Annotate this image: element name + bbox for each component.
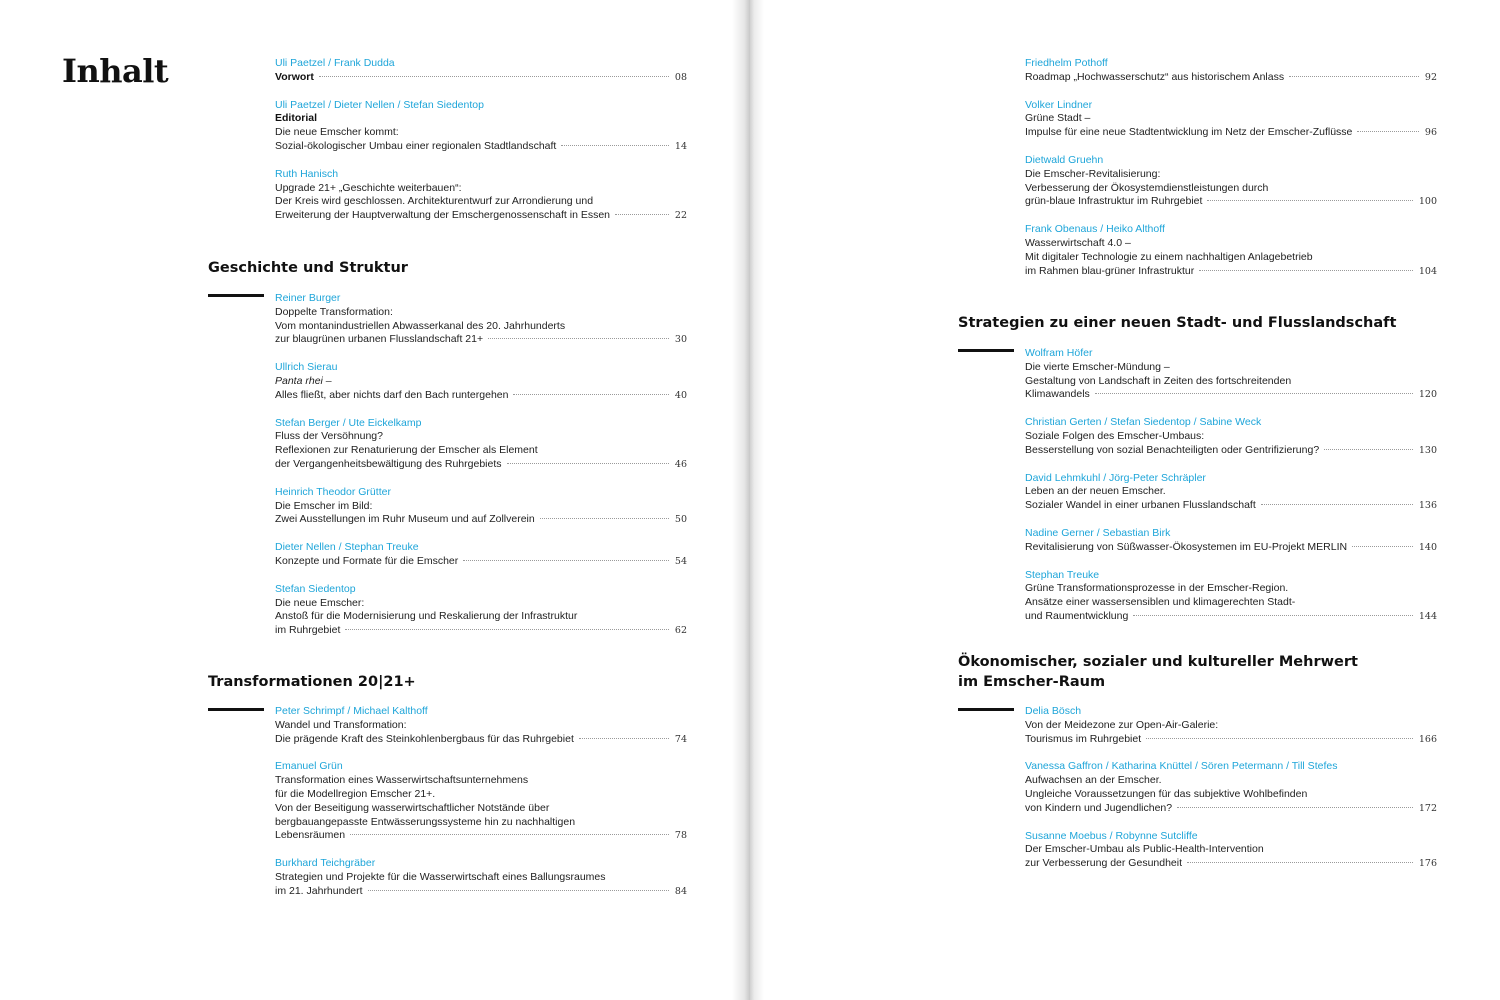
entry-authors: Susanne Moebus / Robynne Sutcliffe	[1025, 829, 1198, 842]
leader-dots	[463, 560, 669, 561]
page-number: 08	[674, 71, 687, 83]
entry-title-line: und Raumentwicklung	[1025, 609, 1129, 622]
page-number: 130	[1418, 444, 1437, 456]
toc-entry	[1025, 705, 1437, 746]
entry-title-line: der Vergangenheitsbewältigung des Ruhrgebiets	[275, 457, 502, 470]
section-rule	[208, 294, 264, 297]
entry-title-line: Die vierte Emscher-Mündung –	[1025, 360, 1170, 373]
entry-title-line: Roadmap „Hochwasserschutz“ aus historischem Anlass	[1025, 70, 1285, 83]
toc-entry	[275, 417, 687, 472]
entry-authors: Stefan Berger / Ute Eickelkamp	[275, 416, 422, 429]
entry-last-line	[1025, 541, 1437, 555]
leader-dots	[513, 394, 668, 395]
page-number: 62	[674, 625, 687, 637]
entry-last-line	[275, 829, 687, 843]
leader-dots	[1324, 449, 1413, 450]
entry-last-line	[275, 885, 687, 899]
entry-title-line: Tourismus im Ruhrgebiet	[1025, 732, 1142, 745]
toc-entry	[1025, 472, 1437, 513]
leader-dots	[1146, 738, 1413, 739]
entry-title-line: Reflexionen zur Renaturierung der Emscher als Element	[275, 444, 538, 457]
entry-title-line: Leben an der neuen Emscher.	[1025, 485, 1166, 498]
entry-title-line: Doppelte Transformation:	[275, 305, 393, 318]
section-title-transformationen: Transformationen 20|21+	[208, 674, 416, 690]
toc-entry	[275, 361, 687, 402]
entry-title-line: zur blaugrünen urbanen Flusslandschaft 21+	[275, 333, 484, 346]
page-number: 46	[674, 458, 687, 470]
entry-last-line	[275, 555, 687, 569]
leader-dots	[1199, 270, 1413, 271]
page-number: 78	[674, 830, 687, 842]
toc-entry	[275, 857, 687, 898]
toc-entry	[275, 541, 687, 569]
page-number: 74	[674, 733, 687, 745]
toc-entry	[1025, 99, 1437, 140]
entry-title-line: Vorwort	[275, 70, 314, 83]
leader-dots	[540, 518, 669, 519]
leader-dots	[488, 338, 669, 339]
entry-authors: Dietwald Gruehn	[1025, 154, 1104, 166]
toc-entry	[275, 168, 687, 223]
entry-title-line: Alles fließt, aber nichts darf den Bach runtergehen	[275, 388, 509, 401]
entry-title-line: im Rahmen blau-grüner Infrastruktur	[1025, 264, 1195, 277]
entry-last-line	[275, 209, 687, 223]
entry-title-line: Grüne Stadt –	[1025, 112, 1091, 125]
entry-authors: Ullrich Sierau	[275, 361, 338, 374]
entry-title-line: Die neue Emscher kommt:	[275, 126, 399, 139]
page-number: 100	[1418, 196, 1437, 208]
entry-authors: Volker Lindner	[1025, 98, 1093, 111]
section-title-oekonomischer	[958, 652, 1358, 692]
leader-dots	[368, 890, 669, 891]
toc-entry	[275, 486, 687, 527]
entry-title-line: Vom montanindustriellen Abwasserkanal des 20. Jahrhunderts	[275, 319, 566, 332]
entry-authors: Emanuel Grün	[275, 760, 343, 773]
leader-dots	[1133, 615, 1413, 616]
entry-last-line	[1025, 126, 1437, 140]
page-number: 176	[1418, 858, 1437, 870]
page-number: 166	[1418, 733, 1437, 745]
entry-title-line: Impulse für eine neue Stadtentwicklung im Netz der Emscher-Zuflüsse	[1025, 126, 1353, 139]
entry-title-line: Strategien und Projekte für die Wasserwirtschaft eines Ballungsraumes	[275, 870, 606, 883]
page-number: 120	[1418, 389, 1437, 401]
page-number: 22	[674, 210, 687, 222]
entry-title-line: Gestaltung von Landschaft in Zeiten des fortschreitenden	[1025, 374, 1292, 387]
entry-last-line	[1025, 857, 1437, 871]
toc-entry	[1025, 760, 1437, 815]
entry-authors: Frank Obenaus / Heiko Althoff	[1025, 223, 1165, 236]
entry-title-line: Der Emscher-Umbau als Public-Health-Intervention	[1025, 843, 1264, 856]
entry-title-line: Anstoß für die Modernisierung und Reskalierung der Infrastruktur	[275, 610, 578, 623]
page-number: 40	[674, 389, 687, 401]
leader-dots	[1261, 504, 1413, 505]
toc-entry	[1025, 347, 1437, 402]
entry-title-line: Zwei Ausstellungen im Ruhr Museum und auf Zollverein	[275, 513, 535, 526]
leader-dots	[507, 463, 669, 464]
entry-title-line: Mit digitaler Technologie zu einem nachhaltigen Anlagebetrieb	[1025, 250, 1313, 263]
section-title-line: im Emscher-Raum	[958, 674, 1106, 690]
entry-authors: Burkhard Teichgräber	[275, 857, 376, 870]
leader-dots	[1352, 546, 1413, 547]
gutter-shadow	[732, 0, 750, 1000]
entry-title-line: Fluss der Versöhnung?	[275, 430, 383, 443]
leader-dots	[1357, 131, 1419, 132]
toc-entry	[275, 705, 687, 746]
entry-title-line: Revitalisierung von Süßwasser-Ökosystemen im EU-Projekt MERLIN	[1025, 540, 1348, 553]
entry-last-line	[1025, 444, 1437, 458]
toc-entry	[1025, 154, 1437, 209]
entry-title-line: Klimawandels	[1025, 388, 1090, 401]
entry-last-line	[1025, 802, 1437, 816]
section-rule	[958, 708, 1014, 711]
entry-title-line: Besserstellung von sozial Benachteiligten oder Gentrifizierung?	[1025, 443, 1320, 456]
entry-last-line	[275, 140, 687, 154]
leader-dots	[1207, 200, 1412, 201]
entry-authors: Christian Gerten / Stefan Siedentop / Sabine Weck	[1025, 416, 1262, 429]
toc-entry	[275, 583, 687, 638]
entry-last-line	[275, 458, 687, 472]
page-number: 30	[674, 334, 687, 346]
entry-last-line	[275, 389, 687, 403]
entry-authors: Stefan Siedentop	[275, 582, 356, 595]
section-title-strategien: Strategien zu einer neuen Stadt- und Flusslandschaft	[958, 315, 1397, 331]
leader-dots	[561, 145, 669, 146]
entry-title-line: grün-blaue Infrastruktur im Ruhrgebiet	[1025, 195, 1203, 208]
entry-authors: Delia Bösch	[1025, 705, 1082, 717]
entry-title-line: Editorial	[275, 112, 318, 125]
toc-entry	[1025, 830, 1437, 871]
entry-last-line	[1025, 610, 1437, 624]
entry-title-line: Erweiterung der Hauptverwaltung der Emschergenossenschaft in Essen	[275, 209, 611, 222]
leader-dots	[350, 834, 669, 835]
entry-title-line: Die Emscher im Bild:	[275, 499, 373, 512]
page-number: 92	[1424, 71, 1437, 83]
entry-last-line	[1025, 733, 1437, 747]
entry-last-line	[275, 624, 687, 638]
entry-title-line: zur Verbesserung der Gesundheit	[1025, 857, 1183, 870]
toc-entry	[1025, 223, 1437, 278]
entry-last-line	[1025, 388, 1437, 402]
entry-title-line: Ungleiche Voraussetzungen für das subjektive Wohlbefinden	[1025, 787, 1308, 800]
entry-title-line: für die Modellregion Emscher 21+.	[275, 787, 436, 800]
entry-title-line: Wandel und Transformation:	[275, 718, 407, 731]
entry-title-line: von Kindern und Jugendlichen?	[1025, 801, 1173, 814]
entry-last-line	[1025, 195, 1437, 209]
leader-dots	[1095, 393, 1413, 394]
page-number: 96	[1424, 127, 1437, 139]
page-number: 50	[674, 514, 687, 526]
leader-dots	[319, 76, 669, 77]
section-rule	[208, 708, 264, 711]
toc-entry	[1025, 57, 1437, 85]
right-page	[750, 0, 1500, 1000]
leader-dots	[579, 738, 669, 739]
leader-dots	[615, 214, 669, 215]
entry-title-line: Transformation eines Wasserwirtschaftsunternehmens	[275, 774, 529, 787]
entry-title-line: Grüne Transformationsprozesse in der Emscher-Region.	[1025, 582, 1289, 595]
leader-dots	[1187, 862, 1413, 863]
entry-title-line: Panta rhei –	[275, 374, 332, 387]
section-title-line: Ökonomischer, sozialer und kultureller Mehrwert	[958, 654, 1358, 670]
entry-authors: Peter Schrimpf / Michael Kalthoff	[275, 705, 428, 717]
leader-dots	[1289, 76, 1419, 77]
entry-authors: Dieter Nellen / Stephan Treuke	[275, 541, 419, 554]
entry-title-line: im 21. Jahrhundert	[275, 884, 363, 897]
toc-entry	[275, 57, 687, 85]
entry-last-line	[275, 733, 687, 747]
page-number: 14	[674, 140, 687, 152]
toc-entry	[275, 99, 687, 154]
section-rule	[958, 349, 1014, 352]
page-number: 136	[1418, 500, 1437, 512]
entry-title-line: Verbesserung der Ökosystemdienstleistungen durch	[1025, 181, 1269, 194]
toc-entry	[1025, 527, 1437, 555]
entry-title-line: Von der Beseitigung wasserwirtschaftlicher Notstände über	[275, 801, 550, 814]
entry-title-line: Ansätze einer wassersensiblen und klimagerechten Stadt-	[1025, 596, 1296, 609]
page-number: 104	[1418, 265, 1437, 277]
page-number: 144	[1418, 610, 1437, 622]
entry-last-line	[275, 333, 687, 347]
entry-authors: Nadine Gerner / Sebastian Birk	[1025, 527, 1171, 539]
entry-title-line: Aufwachsen an der Emscher.	[1025, 774, 1162, 787]
page-number: 84	[674, 885, 687, 897]
toc-entry	[275, 760, 687, 843]
toc-entry	[1025, 416, 1437, 457]
entry-last-line	[275, 71, 687, 85]
entry-title-line: Die prägende Kraft des Steinkohlenbergbaus für das Ruhrgebiet	[275, 732, 574, 745]
entry-title-line: Konzepte und Formate für die Emscher	[275, 554, 459, 567]
entry-title-line: Soziale Folgen des Emscher-Umbaus:	[1025, 429, 1205, 442]
entry-title-line: im Ruhrgebiet	[275, 624, 341, 637]
entry-authors: Friedhelm Pothoff	[1025, 57, 1108, 69]
entry-last-line	[275, 513, 687, 527]
entry-title-line: Die Emscher-Revitalisierung:	[1025, 167, 1161, 180]
entry-title-line: Sozial-ökologischer Umbau einer regionalen Stadtlandschaft	[275, 139, 557, 152]
entry-authors: Ruth Hanisch	[275, 167, 339, 180]
entry-title-line: Der Kreis wird geschlossen. Architekturentwurf zur Arrondierung und	[275, 195, 594, 208]
entry-authors: Stephan Treuke	[1025, 568, 1100, 581]
contents-heading: Inhalt	[62, 52, 169, 90]
entry-title-line: Sozialer Wandel in einer urbanen Flusslandschaft	[1025, 499, 1256, 512]
entry-title-line: Wasserwirtschaft 4.0 –	[1025, 236, 1131, 249]
entry-title-line: Upgrade 21+ „Geschichte weiterbauen“:	[275, 181, 462, 194]
entry-last-line	[1025, 265, 1437, 279]
entry-authors: Reiner Burger	[275, 292, 341, 304]
entry-title-line: Die neue Emscher:	[275, 596, 365, 609]
entry-authors: David Lehmkuhl / Jörg-Peter Schräpler	[1025, 471, 1206, 484]
entry-title-line: bergbauangepasste Entwässerungssysteme hin zu nachhaltigen	[275, 815, 576, 828]
section-title-geschichte: Geschichte und Struktur	[208, 260, 408, 276]
page-number: 140	[1418, 541, 1437, 553]
leader-dots	[345, 629, 669, 630]
toc-entry	[1025, 569, 1437, 624]
entry-authors: Wolfram Höfer	[1025, 347, 1093, 359]
entry-authors: Uli Paetzel / Dieter Nellen / Stefan Siedentop	[275, 98, 484, 111]
leader-dots	[1177, 807, 1413, 808]
gutter-shadow	[750, 0, 764, 1000]
entry-title-line: Von der Meidezone zur Open-Air-Galerie:	[1025, 718, 1219, 731]
entry-authors: Vanessa Gaffron / Katharina Knüttel / Sören Petermann / Till Stefes	[1025, 760, 1338, 773]
page-number: 54	[674, 555, 687, 567]
page-number: 172	[1418, 802, 1437, 814]
toc-entry	[275, 292, 687, 347]
entry-title-line: Lebensräumen	[275, 829, 346, 842]
entry-authors: Heinrich Theodor Grütter	[275, 485, 391, 498]
entry-last-line	[1025, 499, 1437, 513]
entry-last-line	[1025, 71, 1437, 85]
entry-authors: Uli Paetzel / Frank Dudda	[275, 57, 395, 69]
